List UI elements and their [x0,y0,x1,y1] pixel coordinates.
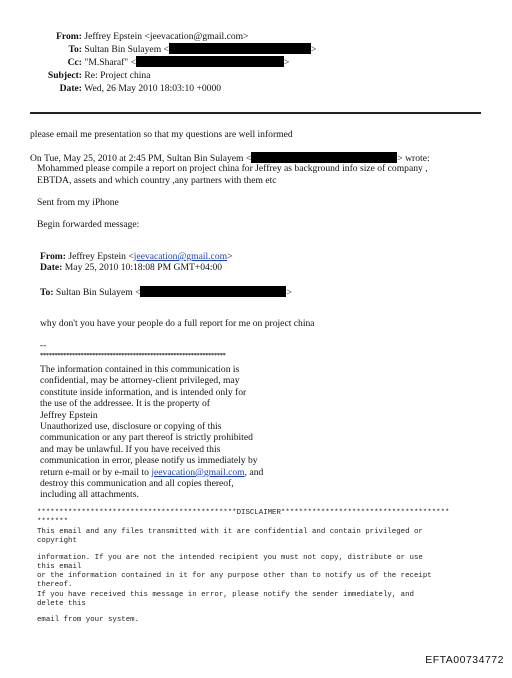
text-line: or the information contained in it for any purpose other than to notify us of the receipt [37,572,432,581]
from-label: From: [56,31,82,42]
text-line: this email [37,563,82,571]
text-line: and may be unlawful. If you have received this [40,443,221,455]
fwd-date-label: Date: [40,262,63,273]
text-line: communication in error, please notify us immediately by [40,455,258,467]
fwd-to-close: > [286,287,292,298]
to-value: Sultan Bin Sulayem < [84,44,169,55]
disclaimer-banner-tail: ******* [37,518,69,526]
conf-return-post: , and [244,466,264,478]
document-id: EFTA00734772 [425,654,504,666]
conf-return-pre: return e-mail or by e-mail to [40,466,152,478]
text-line: thereof. [37,581,73,590]
text-line: destroy this communication and all copies thereof, [40,478,234,490]
disclaimer-text [37,528,432,626]
text-line [37,546,432,553]
header-date-row [30,82,316,95]
header-divider [30,112,481,114]
quote-intro-end: > wrote: [397,153,430,164]
text-line: constitute inside information, and is intended only for [40,386,247,398]
cc-label: Cc: [67,57,82,68]
disclaimer-banner: *********************************************DISCLAIMER************************************** [37,509,450,517]
redaction-bar [140,286,286,297]
begin-forwarded: Begin forwarded message: [37,219,140,230]
text-line: If you have received this message in error, please notify the sender immediately, and [37,590,414,599]
fwd-from-label: From: [40,251,66,262]
text-line: information. If you are not the intended recipient you must not copy, distribute or use [37,553,423,562]
subject-value: Re: Project china [84,70,151,81]
confidentiality-tail [40,478,263,501]
text-line: Unauthorized use, disclosure or copying of this [40,421,222,433]
quote-line-1: Mohammed please compile a report on project china for Jeffrey as background info size of company , [37,163,428,174]
fwd-date-row [40,262,222,273]
header-to-row [30,43,316,56]
fwd-to-label: To: [40,287,54,298]
fwd-from-name: Jeffrey Epstein < [68,251,134,262]
fwd-message: why don't you have your people do a full report for me on project china [40,318,315,329]
signature-dash: -- [40,340,47,351]
reply-text: please email me presentation so that my questions are well informed [30,129,293,140]
confidentiality-notice [40,364,263,501]
to-label: To: [68,44,82,55]
cc-value: "M.Sharaf" < [84,57,137,68]
confidentiality-lines [40,364,263,467]
quote-line-2: EBTDA, assets and which country ,any partners with them etc [37,175,277,186]
text-line [37,609,432,616]
fwd-date-value: May 25, 2010 10:18:08 PM GMT+04:00 [64,262,223,273]
cc-close: > [284,57,290,68]
from-value: Jeffrey Epstein <jeevacation@gmail.com> [84,31,249,42]
fwd-from-close: > [227,251,233,262]
fwd-to-value: Sultan Bin Sulayem < [55,287,141,298]
redaction-bar [136,56,284,67]
subject-label: Subject: [47,70,82,81]
header-from-row [30,30,316,43]
signature-stars: **************************************************************** [40,352,226,359]
date-value: Wed, 26 May 2010 18:03:10 +0000 [84,83,222,94]
text-line: This email and any files transmitted with it are confidential and contain privileged or [37,528,423,536]
header-cc-row [30,56,316,69]
conf-return-email-link[interactable]: jeevacation@gmail.com [151,466,245,478]
text-line: including all attachments. [40,489,139,501]
redaction-bar [169,43,311,54]
quote-intro-start: On Tue, May 25, 2010 at 2:45 PM, Sultan Bin Sulayem < [30,153,252,164]
fwd-to-row [40,286,292,298]
text-line: confidential, may be attorney-client privileged, may [40,375,240,387]
text-line: The information contained in this communication is [40,364,240,375]
conf-return-line [40,467,263,478]
text-line: copyright [37,537,77,546]
header-subject-row [30,69,316,82]
to-close: > [310,44,317,55]
email-header [30,30,316,95]
date-label: Date: [59,83,82,94]
text-line: delete this [37,599,86,608]
text-line: email from your system. [37,616,140,625]
redaction-bar [251,152,397,163]
text-line: Jeffrey Epstein [40,409,98,421]
text-line: communication or any part thereof is strictly prohibited [40,432,253,444]
sent-from: Sent from my iPhone [37,197,119,208]
fwd-from-row [40,251,233,262]
text-line: the use of the addressee. It is the property of [40,398,210,410]
fwd-from-email-link[interactable]: jeevacation@gmail.com [133,251,228,262]
